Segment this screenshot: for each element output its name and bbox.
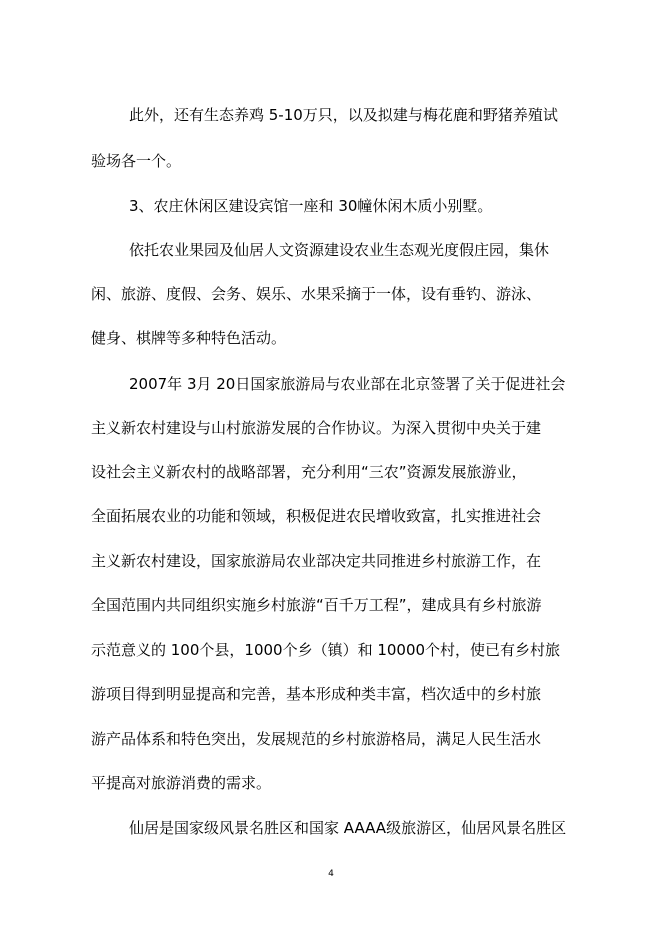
- text-line: 仙居是国家级风景名胜区和国家 AAAA级旅游区，仙居风景名胜区: [129, 819, 567, 837]
- text-line: 闲、旅游、度假、会务、娱乐、水果采摘于一体，设有垂钓、游泳、: [91, 285, 542, 303]
- text-line: 全国范围内共同组织实施乡村旅游“百千万工程”，建成具有乡村旅游: [91, 596, 542, 614]
- text-line: 健身、棋牌等多种特色活动。: [91, 329, 287, 347]
- text-line: 示范意义的 100个县，1000个乡（镇）和 10000个村，使已有乡村旅: [91, 641, 561, 659]
- text-line: 依托农业果园及仙居人文资源建设农业生态观光度假庄园，集休: [129, 241, 550, 259]
- text-line: 主义新农村建设与山村旅游发展的合作协议。为深入贯彻中央关于建: [91, 419, 542, 437]
- text-line: 验场各一个。: [91, 152, 182, 170]
- text-line: 主义新农村建设，国家旅游局农业部决定共同推进乡村旅游工作，在: [91, 552, 542, 570]
- text-line: 2007年 3月 20日国家旅游局与农业部在北京签署了关于促进社会: [129, 375, 566, 393]
- text-line: 游项目得到明显提高和完善，基本形成种类丰富，档次适中的乡村旅: [91, 685, 542, 703]
- text-line: 3、农庄休闲区建设宾馆一座和 30幢休闲木质小别墅。: [129, 197, 493, 215]
- text-line: 游产品体系和特色突出，发展规范的乡村旅游格局，满足人民生活水: [91, 730, 542, 748]
- text-line: 设社会主义新农村的战略部署，充分利用“三农”资源发展旅游业，: [91, 463, 527, 481]
- text-line: 此外，还有生态养鸡 5-10万只，以及拟建与梅花鹿和野猪养殖试: [129, 106, 558, 124]
- text-line: 全面拓展农业的功能和领域，积极促进农民增收致富，扎实推进社会: [91, 507, 542, 525]
- text-line: 平提高对旅游消费的需求。: [91, 774, 272, 792]
- page-number: 4: [328, 869, 334, 879]
